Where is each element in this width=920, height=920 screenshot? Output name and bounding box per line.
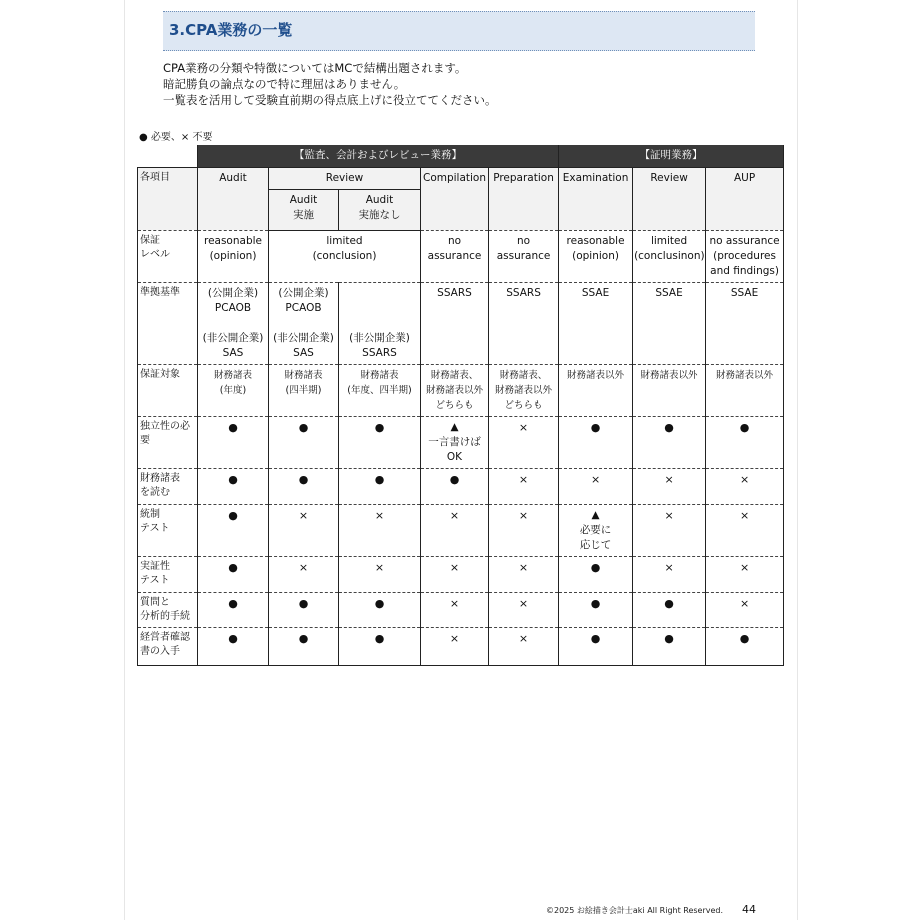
section-title-bar	[163, 11, 755, 51]
cell: SSAE	[559, 283, 633, 365]
intro-line: 一覧表を活用して受験直前期の得点底上げに役立ててください。	[163, 93, 497, 107]
cell: ●	[339, 417, 421, 469]
cell: ×	[489, 557, 559, 593]
cell: ●	[633, 628, 706, 666]
cell: ×	[489, 417, 559, 469]
cell: ●	[559, 628, 633, 666]
cell: ●	[559, 417, 633, 469]
cell: ●	[269, 469, 339, 505]
cell: ●	[198, 469, 269, 505]
cell: 財務諸表、 財務諸表以外 どちらも	[489, 365, 559, 417]
copyright-footer: ©2025 お絵描き会計士aki All Right Reserved.	[546, 906, 724, 915]
cell: ●	[633, 417, 706, 469]
cell: 財務諸表以外	[633, 365, 706, 417]
col-review-audit-performed: Audit 実施	[269, 190, 339, 231]
cell: 財務諸表以外	[559, 365, 633, 417]
cell: ▲ 一言書けば OK	[421, 417, 489, 469]
group-audit-review: 【監査、会計およびレビュー業務】	[198, 145, 559, 168]
cell: ●	[706, 628, 784, 666]
row-label: 統制 テスト	[138, 505, 198, 557]
row-label: 質問と 分析的手続	[138, 593, 198, 628]
cell: no assurance	[421, 231, 489, 283]
cell: ×	[269, 557, 339, 593]
row-rep-letter	[138, 628, 784, 666]
cell: ●	[339, 628, 421, 666]
row-read-fs	[138, 469, 784, 505]
row-label: 保証 レベル	[138, 231, 198, 283]
cell: no assurance (procedures and findings)	[706, 231, 784, 283]
cell: reasonable (opinion)	[559, 231, 633, 283]
col-item: 各項目	[138, 168, 198, 231]
cell: ×	[489, 469, 559, 505]
cell: ▲ 必要に 応じて	[559, 505, 633, 557]
cell: ●	[269, 417, 339, 469]
row-label: 保証対象	[138, 365, 198, 417]
cell: 財務諸表 (年度)	[198, 365, 269, 417]
row-label: 経営者確認 書の入手	[138, 628, 198, 666]
cell: ×	[489, 593, 559, 628]
col-aup: AUP	[706, 168, 784, 231]
cell: ×	[633, 557, 706, 593]
cell: ×	[339, 557, 421, 593]
intro-line: 暗記勝負の論点なので特に理屈はありません。	[163, 77, 406, 91]
group-header-row	[138, 145, 784, 168]
cell: no assurance	[489, 231, 559, 283]
col-compilation: Compilation	[421, 168, 489, 231]
row-substantive-test	[138, 557, 784, 593]
row-independence	[138, 417, 784, 469]
cell: ●	[559, 557, 633, 593]
row-subject	[138, 365, 784, 417]
cell: (公開企業) PCAOB (非公開企業) SAS	[198, 283, 269, 365]
col-audit: Audit	[198, 168, 269, 231]
row-standards	[138, 283, 784, 365]
col-examination: Examination	[559, 168, 633, 231]
cell: ×	[421, 628, 489, 666]
cell: ●	[269, 593, 339, 628]
col-preparation: Preparation	[489, 168, 559, 231]
cell: ●	[706, 417, 784, 469]
cell: ×	[706, 469, 784, 505]
cell: ×	[706, 557, 784, 593]
cell: ●	[198, 557, 269, 593]
row-assurance-level	[138, 231, 784, 283]
cell: 財務諸表 (年度、四半期)	[339, 365, 421, 417]
col-review: Review	[269, 168, 421, 190]
row-label: 実証性 テスト	[138, 557, 198, 593]
cell: ×	[706, 593, 784, 628]
cell: ●	[198, 505, 269, 557]
cell: ×	[421, 505, 489, 557]
cell: ×	[633, 469, 706, 505]
legend: ● 必要、× 不要	[139, 132, 213, 143]
intro-line: CPA業務の分類や特徴についてはMCで結構出題されます。	[163, 61, 467, 75]
cell: SSARS	[421, 283, 489, 365]
cell: 財務諸表以外	[706, 365, 784, 417]
cell: limited (conclusinon)	[633, 231, 706, 283]
cell: SSARS	[489, 283, 559, 365]
intro-text	[163, 60, 497, 108]
cell: SSAE	[706, 283, 784, 365]
col-attest-review: Review	[633, 168, 706, 231]
cell: ×	[421, 593, 489, 628]
cell: limited (conclusion)	[269, 231, 421, 283]
cell: ×	[489, 628, 559, 666]
cell: ●	[421, 469, 489, 505]
page-number: 44	[742, 903, 756, 916]
cell: ×	[269, 505, 339, 557]
cell: ●	[269, 628, 339, 666]
cell: reasonable (opinion)	[198, 231, 269, 283]
cell: 財務諸表、 財務諸表以外 どちらも	[421, 365, 489, 417]
row-label: 財務諸表 を読む	[138, 469, 198, 505]
cell: ●	[339, 469, 421, 505]
section-title: 3.CPA業務の一覧	[169, 21, 293, 39]
cell: ●	[198, 628, 269, 666]
cell: ×	[559, 469, 633, 505]
row-controls-test	[138, 505, 784, 557]
group-attest: 【証明業務】	[559, 145, 784, 168]
cell: ●	[198, 417, 269, 469]
cell: SSAE	[633, 283, 706, 365]
cell: 財務諸表 (四半期)	[269, 365, 339, 417]
cell: ●	[559, 593, 633, 628]
cell: ×	[633, 505, 706, 557]
row-label: 準拠基準	[138, 283, 198, 365]
row-inquiry-analytics	[138, 593, 784, 628]
cell: ●	[633, 593, 706, 628]
cpa-services-table	[137, 145, 784, 666]
col-review-no-audit: Audit 実施なし	[339, 190, 421, 231]
cell: ●	[198, 593, 269, 628]
cell: ×	[489, 505, 559, 557]
cell: (公開企業) PCAOB (非公開企業) SAS	[269, 283, 339, 365]
cell: ×	[339, 505, 421, 557]
cell: (非公開企業) SSARS	[339, 283, 421, 365]
cell: ×	[421, 557, 489, 593]
cell: ×	[706, 505, 784, 557]
cell: ●	[339, 593, 421, 628]
column-header-row	[138, 168, 784, 190]
row-label: 独立性の必 要	[138, 417, 198, 469]
